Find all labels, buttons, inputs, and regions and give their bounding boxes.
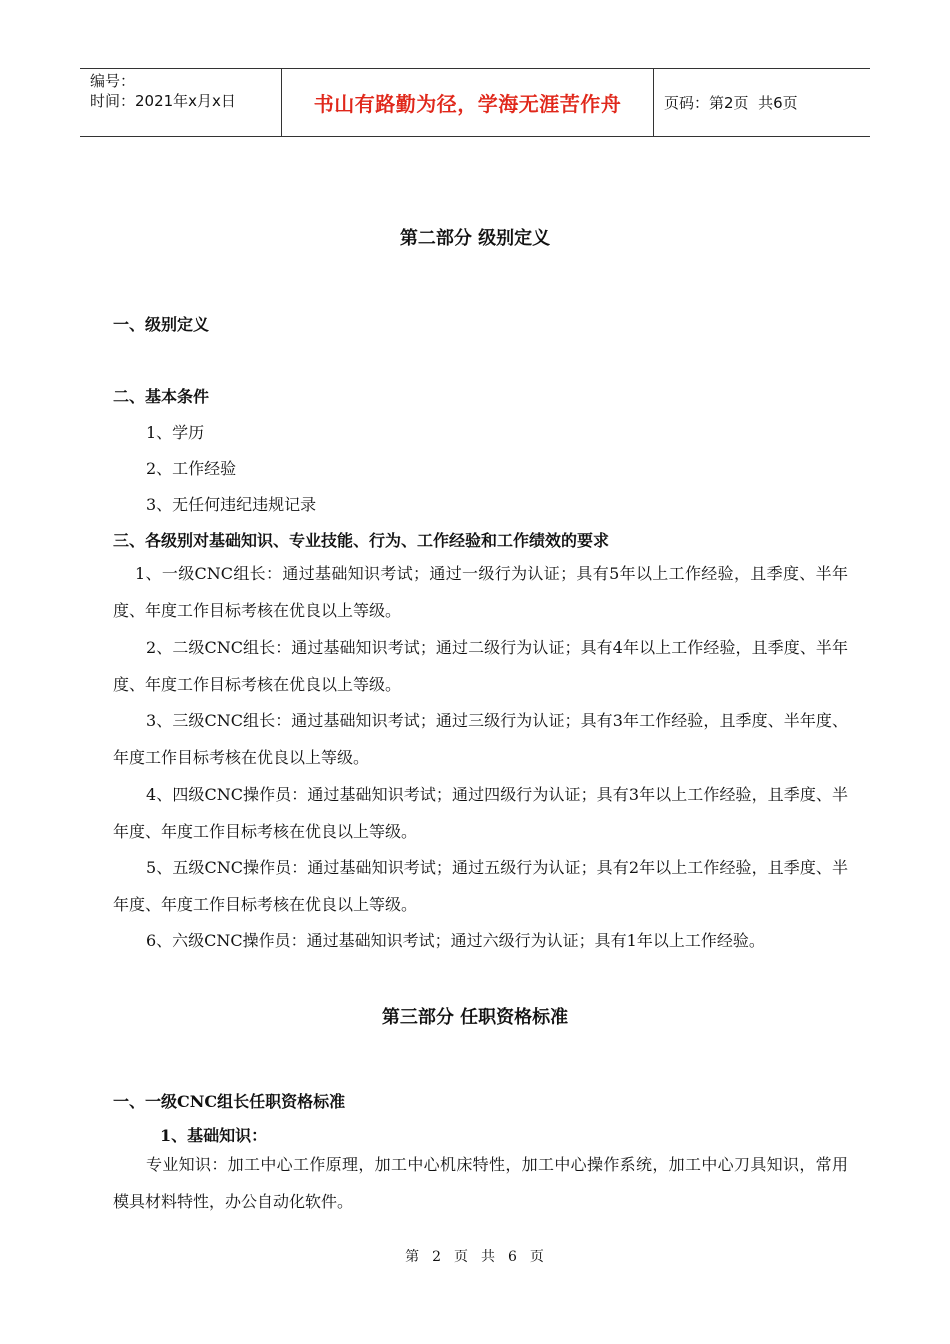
footer-ye: 页: [454, 1249, 469, 1265]
part2-heading-2: 二、基本条件: [113, 387, 210, 406]
header-motto: 书山有路勤为径，学海无涯苦作舟: [313, 92, 622, 116]
header-page-cell: [654, 69, 870, 136]
condition-item: 1、学历: [146, 423, 205, 442]
page-footer: [0, 1246, 950, 1266]
part3-heading-1: 一、一级CNC组长任职资格标准: [113, 1092, 346, 1111]
requirement-paragraph: 3、三级CNC组长：通过基础知识考试；通过三级行为认证；具有3年工作经验，且季度、半年度、年度工作目标考核在优良以上等级。: [113, 711, 848, 767]
requirement-paragraph: 5、五级CNC操作员：通过基础知识考试；通过五级行为认证；具有2年以上工作经验，且季度、半年度、年度工作目标考核在优良以上等级。: [113, 858, 848, 914]
document-number: 编号：: [90, 72, 136, 90]
condition-item: 3、无任何违纪违规记录: [146, 495, 317, 514]
part2-title: 第二部分 级别定义: [399, 228, 551, 249]
part3-title: 第三部分 任职资格标准: [381, 1007, 569, 1028]
requirement-paragraph: 2、二级CNC组长：通过基础知识考试；通过二级行为认证；具有4年以上工作经验，且季度、半年度、年度工作目标考核在优良以上等级。: [113, 638, 848, 694]
footer-page-number: 2: [432, 1249, 442, 1265]
document-date: 时间：2021年x月x日: [90, 92, 236, 110]
knowledge-paragraph: 专业知识：加工中心工作原理，加工中心机床特性，加工中心操作系统，加工中心刀具知识，常用模具材料特性，办公自动化软件。: [113, 1155, 848, 1211]
part2-heading-1: 一、级别定义: [113, 315, 210, 334]
header-meta: [80, 69, 282, 136]
requirement-paragraph: 1、一级CNC组长：通过基础知识考试；通过一级行为认证；具有5年以上工作经验，且季度、半年度、年度工作目标考核在优良以上等级。: [113, 564, 848, 620]
part3-subheading-1: 1、基础知识：: [160, 1126, 268, 1145]
header-motto-cell: [282, 69, 654, 136]
footer-total-pages: 6: [508, 1249, 518, 1265]
header-page-number: 页码：第2页 共6页: [664, 94, 798, 112]
page-header: [80, 68, 870, 137]
condition-item: 2、工作经验: [146, 459, 237, 478]
footer-ye2: 页: [529, 1249, 545, 1265]
part2-heading-3: 三、各级别对基础知识、专业技能、行为、工作经验和工作绩效的要求: [113, 531, 610, 550]
footer-di: 第: [405, 1249, 421, 1265]
requirement-paragraph: 6、六级CNC操作员：通过基础知识考试；通过六级行为认证；具有1年以上工作经验。: [146, 931, 765, 950]
footer-gong: 共: [481, 1249, 496, 1265]
requirement-paragraph: 4、四级CNC操作员：通过基础知识考试；通过四级行为认证；具有3年以上工作经验，且季度、半年度、年度工作目标考核在优良以上等级。: [113, 785, 848, 841]
